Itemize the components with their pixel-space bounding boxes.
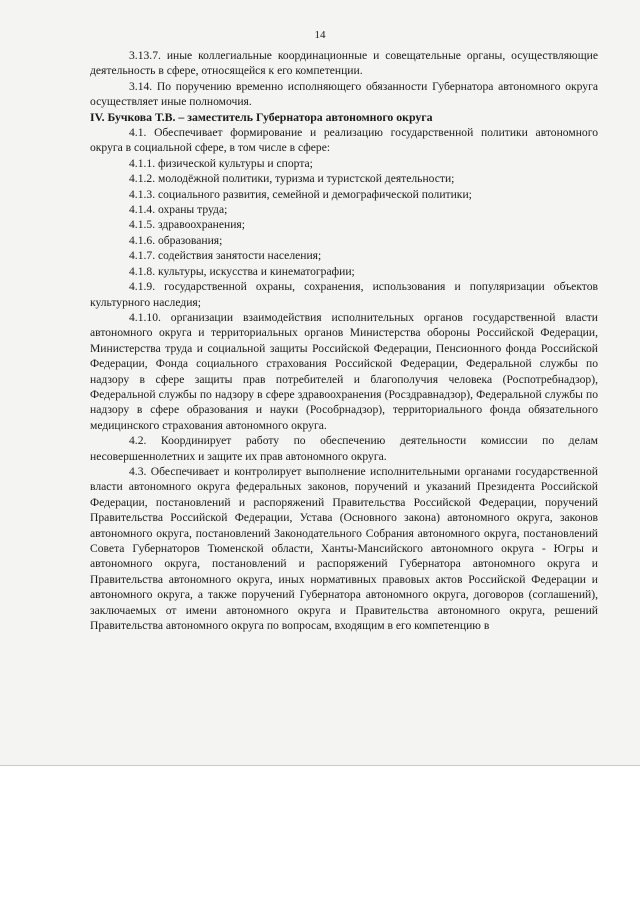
section-title: IV. Бучкова Т.В. – заместитель Губернатора автономного округа xyxy=(90,109,433,124)
list-item: 4.1.3. социального развития, семейной и демографической политики; xyxy=(129,187,472,201)
list-item: 4.1.8. культуры, искусства и кинематографии; xyxy=(129,264,355,278)
paragraph-4-3: 4.3. Обеспечивает и контролирует выполнение исполнительными органами государственной власти автономного округа федеральных законов, поручений и указаний Президента Российской Федерации, постановлений и распоряжений Правительства Российской Федерации, поручений Правительства Российской Федерации, Устава (Основного закона) автономного округа, законов автономного округа, постановлений Законодательного Собрания автономного округа, постановлений Совета Губернаторов Тюменской области, Ханты-Мансийского автономного округа - Югры и автономного округа, постановлений и распоряжений Губернатора автономного округа и Правительства автономного округа, иных нормативных правовых актов Российской Федерации и автономного округа, а также поручений Губернатора автономного округа, договоров (соглашений), заключаемых от имени автономного округа и Правительства автономного округа, решений Правительства автономного округа по вопросам, входящим в его компетенцию в xyxy=(90,464,598,633)
paragraph-4-2: 4.2. Координирует работу по обеспечению деятельности комиссии по делам несовершеннолетних и защите их прав автономного округа. xyxy=(90,434,598,463)
list-item: 4.1.5. здравоохранения; xyxy=(129,218,245,232)
list-item: 4.1.2. молодёжной политики, туризма и туристской деятельности; xyxy=(129,172,455,186)
list-item: 4.1.6. образования; xyxy=(129,233,223,247)
paragraph-4-1: 4.1. Обеспечивает формирование и реализацию государственной политики автономного округа в социальной сфере, в том числе в сфере: xyxy=(90,126,598,155)
list-item: 4.1.9. государственной охраны, сохранения, использования и популяризации объектов культурного наследия; xyxy=(90,280,598,309)
paragraph-3-14: 3.14. По поручению временно исполняющего обязанности Губернатора автономного округа осуществляет иные полномочия. xyxy=(90,79,598,109)
page-number: 14 xyxy=(314,29,326,41)
paragraph-3-13-7: 3.13.7. иные коллегиальные координационные и совещательные органы, осуществляющие деятельность в сфере, относящейся к его компетенции. xyxy=(90,49,598,78)
list-item: 4.1.4. охраны труда; xyxy=(129,203,228,217)
document-body xyxy=(90,48,598,633)
list-item: 4.1.10. организации взаимодействия исполнительных органов государственной власти автономного округа и территориальных органов Министерства обороны Российской Федерации, Министерства труда и социальной защиты Российской Федерации, Пенсионного фонда Российской Федерации, Фонда социального страхования Российской Федерации, Федеральной службы по надзору в сфере защиты прав потребителей и благополучия человека (Роспотребнадзор), Федеральной службы по надзору в сфере здравоохранения (Росздравнадзор), Федеральной службы по надзору в сфере образования и науки (Рособрнадзор), территориального фонда обязательного медицинского страхования автономного округа. xyxy=(90,310,598,432)
list-item: 4.1.1. физической культуры и спорта; xyxy=(129,156,313,170)
list-item: 4.1.7. содействия занятости населения; xyxy=(129,249,322,263)
